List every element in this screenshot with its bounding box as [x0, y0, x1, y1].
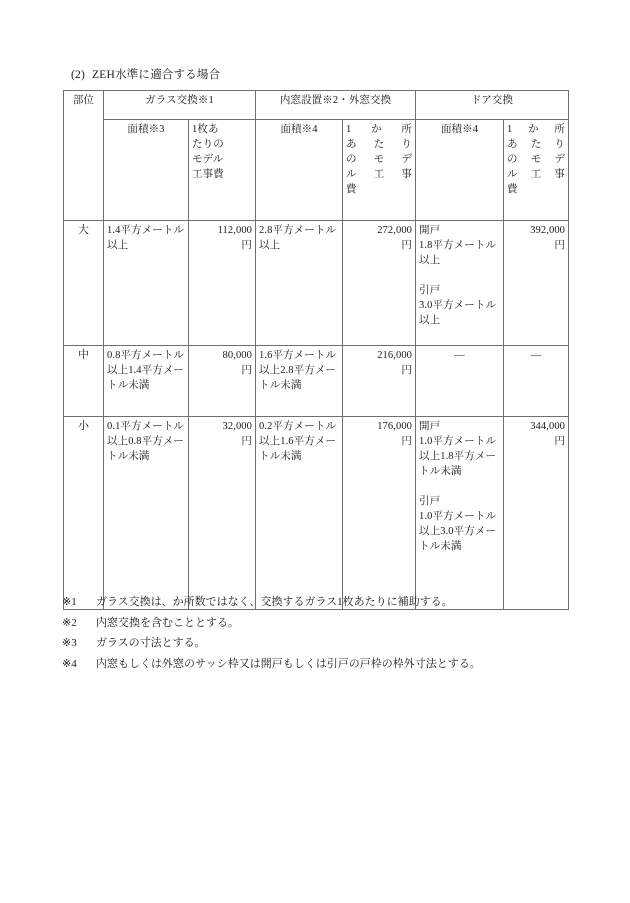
cell-door-cost-empty: —: [504, 346, 569, 417]
cell-door-cost-unit: 円: [554, 240, 566, 251]
footnote-marker: ※1: [62, 596, 77, 608]
cell-glass-cost-unit: 円: [241, 365, 253, 376]
header-door-unit-cost-line-1: [507, 122, 565, 137]
char: 工: [373, 169, 385, 180]
char: 所: [401, 124, 413, 135]
door-open-label: 開戸: [419, 225, 441, 236]
cell-window-area: 2.8平方メートル以上: [256, 221, 343, 346]
char: か: [528, 124, 539, 135]
header-window-unit-cost-line-2: [346, 137, 412, 152]
char: た: [373, 139, 385, 150]
cell-door-cost-amount: 344,000: [530, 421, 566, 432]
cell-door-area: [416, 221, 504, 346]
footnote-list: [62, 592, 582, 674]
footnote-text: 内窓交換を含むこととする。: [96, 616, 239, 629]
char: デ: [401, 154, 413, 165]
row-part-label: 大: [64, 221, 104, 346]
char: 事: [554, 169, 566, 180]
header-door-unit-cost-line-3: [507, 152, 565, 167]
char: り: [401, 139, 413, 150]
header-window-unit-cost-line-3: [346, 152, 412, 167]
cell-door-cost: [504, 221, 569, 346]
door-slide-value: 1.0平方メートル以上3.0平方メートル未満: [419, 511, 497, 552]
char: か: [371, 124, 382, 135]
char: ル: [507, 169, 518, 180]
header-group-window: 内窓設置※2・外窓交換: [256, 91, 416, 120]
cell-glass-cost: [189, 221, 256, 346]
header-glass-unit-cost-line-2: たりの: [192, 139, 224, 150]
header-door-unit-cost-line-5: [507, 182, 565, 197]
cell-window-cost: [343, 346, 416, 417]
cell-glass-cost-unit: 円: [241, 240, 253, 251]
char: ル: [346, 169, 357, 180]
cell-door-cost: [504, 417, 569, 610]
cell-window-cost: [343, 417, 416, 610]
header-window-area: 面積※4: [256, 120, 343, 221]
table-row: [64, 346, 569, 417]
header-window-unit-cost-line-4: [346, 167, 412, 182]
footnote-text: ガラスの寸法とする。: [96, 637, 206, 649]
row-part-label: 中: [64, 346, 104, 417]
cell-window-cost-amount: 272,000: [377, 225, 413, 236]
section-title-text: ZEH水準に適合する場合: [92, 69, 221, 81]
char: モ: [530, 154, 542, 165]
section-number: (2): [71, 69, 86, 81]
door-open-label: 開戸: [419, 421, 441, 432]
table-header-sub-row: [64, 120, 569, 221]
char: 費: [346, 184, 357, 195]
header-group-door: ドア交換: [416, 91, 569, 120]
cell-glass-cost-unit: 円: [241, 436, 253, 447]
door-spacer: [419, 268, 500, 283]
cell-glass-area: 0.1平方メートル以上0.8平方メートル未満: [104, 417, 189, 610]
header-group-glass: ガラス交換※1: [104, 91, 256, 120]
char: の: [346, 154, 357, 165]
footnote-item: [62, 613, 582, 634]
cell-glass-cost-amount: 112,000: [217, 225, 253, 236]
char: り: [554, 139, 566, 150]
footnote-marker: ※4: [62, 657, 77, 670]
header-door-unit-cost-line-4: [507, 167, 565, 182]
cell-window-cost-unit: 円: [401, 436, 413, 447]
char: 1: [346, 124, 352, 135]
header-glass-unit-cost-line-1: 1枚あ: [192, 124, 219, 135]
header-door-unit-cost: [504, 120, 569, 221]
door-slide-label: 引戸: [419, 285, 441, 296]
footnote-text: 内窓もしくは外窓のサッシ枠又は開戸もしくは引戸の戸枠の枠外寸法とする。: [96, 657, 481, 670]
header-door-area: 面積※4: [416, 120, 504, 221]
row-part-label: 小: [64, 417, 104, 610]
section-heading: [71, 68, 220, 83]
footnote-item: [62, 592, 582, 613]
cell-door-area-empty: —: [416, 346, 504, 417]
cell-glass-area: 1.4平方メートル以上: [104, 221, 189, 346]
subsidy-rate-table: [63, 90, 569, 610]
footnote-text: ガラス交換は、か所数ではなく、交換するガラス1枚あたりに補助する。: [96, 596, 453, 608]
header-window-unit-cost-line-1: [346, 122, 412, 137]
door-open-value: 1.0平方メートル以上1.8平方メートル未満: [419, 436, 497, 477]
cell-window-area: 0.2平方メートル以上1.6平方メートル未満: [256, 417, 343, 610]
door-slide-value: 3.0平方メートル以上: [419, 300, 497, 326]
door-open-value: 1.8平方メートル以上: [419, 240, 497, 266]
header-glass-area: 面積※3: [104, 120, 189, 221]
cell-door-area: [416, 417, 504, 610]
table-row: [64, 221, 569, 346]
header-window-unit-cost-line-5: [346, 182, 412, 197]
header-glass-unit-cost-line-3: モデル: [192, 154, 224, 165]
footnote-marker: ※3: [62, 637, 77, 649]
cell-door-cost-unit: 円: [554, 436, 566, 447]
footnote-item: [62, 654, 582, 675]
cell-window-cost-unit: 円: [401, 365, 413, 376]
header-window-unit-cost: [343, 120, 416, 221]
header-glass-unit-cost: [189, 120, 256, 221]
char: 事: [401, 169, 413, 180]
door-spacer: [419, 479, 500, 494]
cell-glass-cost: [189, 417, 256, 610]
char: た: [530, 139, 542, 150]
cell-door-cost-amount: 392,000: [530, 225, 566, 236]
cell-glass-cost-amount: 80,000: [222, 350, 253, 361]
header-door-unit-cost-line-2: [507, 137, 565, 152]
char: あ: [507, 139, 518, 150]
table-header-group-row: [64, 91, 569, 120]
char: 工: [530, 169, 542, 180]
header-part: 部位: [64, 91, 104, 221]
cell-window-cost: [343, 221, 416, 346]
cell-glass-cost-amount: 32,000: [222, 421, 253, 432]
header-glass-unit-cost-line-4: 工事費: [192, 169, 224, 180]
char: の: [507, 154, 518, 165]
char: モ: [373, 154, 385, 165]
footnote-marker: ※2: [62, 616, 77, 629]
char: 1: [507, 124, 513, 135]
cell-window-cost-unit: 円: [401, 240, 413, 251]
char: デ: [554, 154, 566, 165]
char: あ: [346, 139, 357, 150]
char: 所: [554, 124, 566, 135]
table-row: [64, 417, 569, 610]
footnote-item: [62, 633, 582, 654]
cell-window-cost-amount: 216,000: [377, 350, 413, 361]
door-slide-label: 引戸: [419, 496, 441, 507]
cell-window-area: 1.6平方メートル以上2.8平方メートル未満: [256, 346, 343, 417]
cell-glass-cost: [189, 346, 256, 417]
char: 費: [507, 184, 518, 195]
cell-window-cost-amount: 176,000: [377, 421, 413, 432]
cell-glass-area: 0.8平方メートル以上1.4平方メートル未満: [104, 346, 189, 417]
